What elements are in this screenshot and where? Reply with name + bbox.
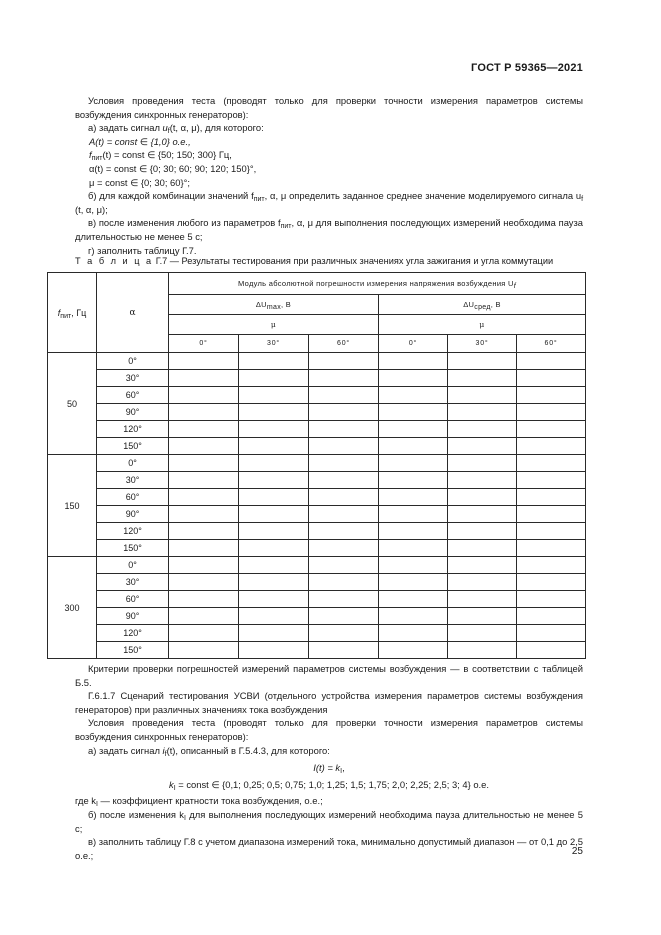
empty-result-cell xyxy=(239,540,309,557)
header-delta-avg: $\Delta U_{сред}$, В xyxy=(379,295,586,315)
empty-result-cell xyxy=(169,506,239,523)
header-group: Модуль абсолютной погрешности измерения напряжения возбуждения $U_f$ xyxy=(169,273,586,295)
alpha-cell: 60° xyxy=(97,387,169,404)
table-row xyxy=(48,591,586,608)
freq-cell: 300 xyxy=(48,557,97,659)
empty-result-cell xyxy=(517,489,586,506)
empty-result-cell xyxy=(517,455,586,472)
header-mu-avg: μ xyxy=(379,315,586,335)
intro-line-a: A(t) = const ∈ {1,0} о.е., xyxy=(89,135,191,147)
intro-block xyxy=(75,94,583,257)
empty-result-cell xyxy=(448,370,517,387)
empty-result-cell xyxy=(169,421,239,438)
empty-result-cell xyxy=(448,608,517,625)
empty-result-cell xyxy=(379,557,448,574)
alpha-cell: 60° xyxy=(97,489,169,506)
empty-result-cell xyxy=(517,353,586,370)
table-row xyxy=(48,421,586,438)
empty-result-cell xyxy=(239,642,309,659)
empty-result-cell xyxy=(239,489,309,506)
results-table xyxy=(47,272,586,659)
empty-result-cell xyxy=(448,472,517,489)
empty-result-cell xyxy=(517,387,586,404)
empty-result-cell xyxy=(379,591,448,608)
empty-result-cell xyxy=(239,455,309,472)
mu-value-cell: 60° xyxy=(309,335,379,353)
empty-result-cell xyxy=(379,489,448,506)
empty-result-cell xyxy=(309,625,379,642)
table-row xyxy=(48,540,586,557)
empty-result-cell xyxy=(379,370,448,387)
empty-result-cell xyxy=(448,557,517,574)
empty-result-cell xyxy=(239,353,309,370)
empty-result-cell xyxy=(448,438,517,455)
empty-result-cell xyxy=(448,506,517,523)
empty-result-cell xyxy=(169,608,239,625)
empty-result-cell xyxy=(239,472,309,489)
empty-result-cell xyxy=(379,540,448,557)
lower-conditions: Условия проведения теста (проводят только для проверки точности измерения параметров системы возбуждения синхронных генераторов): xyxy=(75,717,583,742)
alpha-cell: 0° xyxy=(97,353,169,370)
empty-result-cell xyxy=(448,353,517,370)
empty-result-cell xyxy=(379,438,448,455)
empty-result-cell xyxy=(169,642,239,659)
empty-result-cell xyxy=(448,387,517,404)
alpha-cell: 150° xyxy=(97,540,169,557)
empty-result-cell xyxy=(169,591,239,608)
table-row xyxy=(48,353,586,370)
empty-result-cell xyxy=(309,523,379,540)
where-text: где $k_I$ — коэффициент кратности тока возбуждения, о.е.; xyxy=(75,795,323,809)
alpha-cell: 90° xyxy=(97,404,169,421)
alpha-cell: 0° xyxy=(97,455,169,472)
empty-result-cell xyxy=(239,574,309,591)
empty-result-cell xyxy=(309,438,379,455)
alpha-cell: 150° xyxy=(97,438,169,455)
freq-cell: 150 xyxy=(48,455,97,557)
lower-step-v: в) заполнить таблицу Г.8 с учетом диапазона измерений тока, минимально допустимый диапазон — от 0,1 до 2,5 о.е.; xyxy=(75,836,583,861)
empty-result-cell xyxy=(239,608,309,625)
empty-result-cell xyxy=(448,455,517,472)
table-caption: Т а б л и ц а Г.7 — Результаты тестирования при различных значениях угла зажигания и угла коммутации xyxy=(75,256,554,266)
empty-result-cell xyxy=(169,557,239,574)
lower-block xyxy=(75,662,583,862)
scenario-text: Г.6.1.7 Сценарий тестирования УСВИ (отдельного устройства измерения параметров системы возбуждения генераторов) при различных значениях тока возбуждения xyxy=(75,690,583,715)
empty-result-cell xyxy=(309,557,379,574)
empty-result-cell xyxy=(379,625,448,642)
header-delta-max: $\Delta U_{max}$, В xyxy=(169,295,379,315)
mu-value-cell: 0° xyxy=(379,335,448,353)
empty-result-cell xyxy=(379,523,448,540)
freq-cell: 50 xyxy=(48,353,97,455)
page-number: 25 xyxy=(571,846,583,857)
standard-number: ГОСТ Р 59365—2021 xyxy=(471,62,583,74)
table-row xyxy=(48,438,586,455)
alpha-cell: 60° xyxy=(97,591,169,608)
empty-result-cell xyxy=(239,438,309,455)
empty-result-cell xyxy=(239,370,309,387)
mu-value-cell: 0° xyxy=(169,335,239,353)
table-row xyxy=(48,608,586,625)
intro-line-alpha: α(t) = const ∈ {0; 30; 60; 90; 120; 150}°, xyxy=(89,162,257,174)
empty-result-cell xyxy=(517,557,586,574)
table-row xyxy=(48,489,586,506)
empty-result-cell xyxy=(448,489,517,506)
empty-result-cell xyxy=(169,489,239,506)
empty-result-cell xyxy=(379,455,448,472)
mu-value-cell: 30° xyxy=(448,335,517,353)
criteria-text: Критерии проверки погрешностей измерений параметров системы возбуждения — в соответствии с таблицей Б.5. xyxy=(75,663,583,688)
intro-step-a: а) задать сигнал $u_f(t$, α, μ), для которого: xyxy=(88,122,264,136)
empty-result-cell xyxy=(379,506,448,523)
alpha-cell: 30° xyxy=(97,370,169,387)
empty-result-cell xyxy=(239,625,309,642)
empty-result-cell xyxy=(517,404,586,421)
empty-result-cell xyxy=(239,591,309,608)
formula-1: $I(t) = k_I$, xyxy=(313,762,345,776)
empty-result-cell xyxy=(309,421,379,438)
empty-result-cell xyxy=(448,642,517,659)
empty-result-cell xyxy=(379,642,448,659)
empty-result-cell xyxy=(379,387,448,404)
empty-result-cell xyxy=(379,404,448,421)
mu-value-cell: 60° xyxy=(517,335,586,353)
empty-result-cell xyxy=(169,370,239,387)
table-row xyxy=(48,557,586,574)
empty-result-cell xyxy=(517,506,586,523)
alpha-cell: 90° xyxy=(97,608,169,625)
intro-step-v: в) после изменения любого из параметров $f_{пит}$, α, μ для выполнения последующих измерений необходима пауза длительностью не менее 5 с; xyxy=(75,217,584,242)
intro-line-mu: μ = const ∈ {0; 30; 60}°; xyxy=(89,176,190,188)
empty-result-cell xyxy=(309,472,379,489)
empty-result-cell xyxy=(517,472,586,489)
empty-result-cell xyxy=(448,540,517,557)
empty-result-cell xyxy=(309,353,379,370)
empty-result-cell xyxy=(379,421,448,438)
empty-result-cell xyxy=(517,642,586,659)
formula-2: $k_I$ = const ∈ {0,1; 0,25; 0,5; 0,75; 1,0; 1,25; 1,5; 1,75; 2,0; 2,25; 2,5; 3; 4} о.е. xyxy=(169,778,489,792)
empty-result-cell xyxy=(309,455,379,472)
empty-result-cell xyxy=(169,387,239,404)
empty-result-cell xyxy=(309,591,379,608)
table-row xyxy=(48,642,586,659)
intro-step-b: б) для каждой комбинации значений $f_{пит}$, α, μ определить заданное среднее значение моделируемого сигнала $u_f$ (t, α, μ); xyxy=(75,190,584,215)
empty-result-cell xyxy=(309,506,379,523)
intro-line-f: $f_{пит}(t)$ = const ∈ {50; 150; 300} Гц, xyxy=(89,149,232,163)
empty-result-cell xyxy=(169,574,239,591)
empty-result-cell xyxy=(517,370,586,387)
empty-result-cell xyxy=(169,540,239,557)
empty-result-cell xyxy=(517,625,586,642)
empty-result-cell xyxy=(309,404,379,421)
alpha-cell: 120° xyxy=(97,421,169,438)
table-row xyxy=(48,387,586,404)
lower-step-a: а) задать сигнал $i_f(t)$, описанный в Г.5.4.3, для которого: xyxy=(88,744,330,758)
empty-result-cell xyxy=(448,421,517,438)
empty-result-cell xyxy=(239,506,309,523)
empty-result-cell xyxy=(448,625,517,642)
empty-result-cell xyxy=(448,574,517,591)
empty-result-cell xyxy=(239,523,309,540)
empty-result-cell xyxy=(517,591,586,608)
table-row xyxy=(48,455,586,472)
empty-result-cell xyxy=(309,540,379,557)
intro-step-g: г) заполнить таблицу Г.7. xyxy=(88,244,197,256)
empty-result-cell xyxy=(169,625,239,642)
empty-result-cell xyxy=(517,574,586,591)
empty-result-cell xyxy=(448,404,517,421)
header-mu-max: μ xyxy=(169,315,379,335)
empty-result-cell xyxy=(517,438,586,455)
lower-step-b: б) после изменения $k_I$ для выполнения последующих измерений необходима пауза длительностью не менее 5 с; xyxy=(75,808,583,834)
header-freq: $f_{пит}$, Гц xyxy=(48,273,97,353)
empty-result-cell xyxy=(239,557,309,574)
table-row xyxy=(48,506,586,523)
empty-result-cell xyxy=(169,353,239,370)
alpha-cell: 150° xyxy=(97,642,169,659)
empty-result-cell xyxy=(379,353,448,370)
table-row xyxy=(48,472,586,489)
table-row xyxy=(48,625,586,642)
intro-conditions: Условия проведения теста (проводят только для проверки точности измерения параметров системы возбуждения синхронных генераторов): xyxy=(75,95,583,120)
empty-result-cell xyxy=(309,608,379,625)
empty-result-cell xyxy=(169,404,239,421)
empty-result-cell xyxy=(517,421,586,438)
header-alpha: α xyxy=(97,273,169,353)
empty-result-cell xyxy=(239,404,309,421)
empty-result-cell xyxy=(448,523,517,540)
table-row xyxy=(48,404,586,421)
empty-result-cell xyxy=(379,472,448,489)
alpha-cell: 120° xyxy=(97,523,169,540)
empty-result-cell xyxy=(517,608,586,625)
table-row xyxy=(48,523,586,540)
empty-result-cell xyxy=(239,421,309,438)
empty-result-cell xyxy=(309,574,379,591)
empty-result-cell xyxy=(517,540,586,557)
alpha-cell: 0° xyxy=(97,557,169,574)
empty-result-cell xyxy=(309,642,379,659)
alpha-cell: 30° xyxy=(97,472,169,489)
empty-result-cell xyxy=(239,387,309,404)
empty-result-cell xyxy=(169,472,239,489)
table-row xyxy=(48,574,586,591)
empty-result-cell xyxy=(169,523,239,540)
empty-result-cell xyxy=(309,387,379,404)
empty-result-cell xyxy=(448,591,517,608)
alpha-cell: 120° xyxy=(97,625,169,642)
empty-result-cell xyxy=(309,489,379,506)
table-row xyxy=(48,370,586,387)
empty-result-cell xyxy=(169,438,239,455)
empty-result-cell xyxy=(517,523,586,540)
alpha-cell: 30° xyxy=(97,574,169,591)
empty-result-cell xyxy=(379,574,448,591)
empty-result-cell xyxy=(309,370,379,387)
empty-result-cell xyxy=(169,455,239,472)
alpha-cell: 90° xyxy=(97,506,169,523)
mu-value-cell: 30° xyxy=(239,335,309,353)
empty-result-cell xyxy=(379,608,448,625)
